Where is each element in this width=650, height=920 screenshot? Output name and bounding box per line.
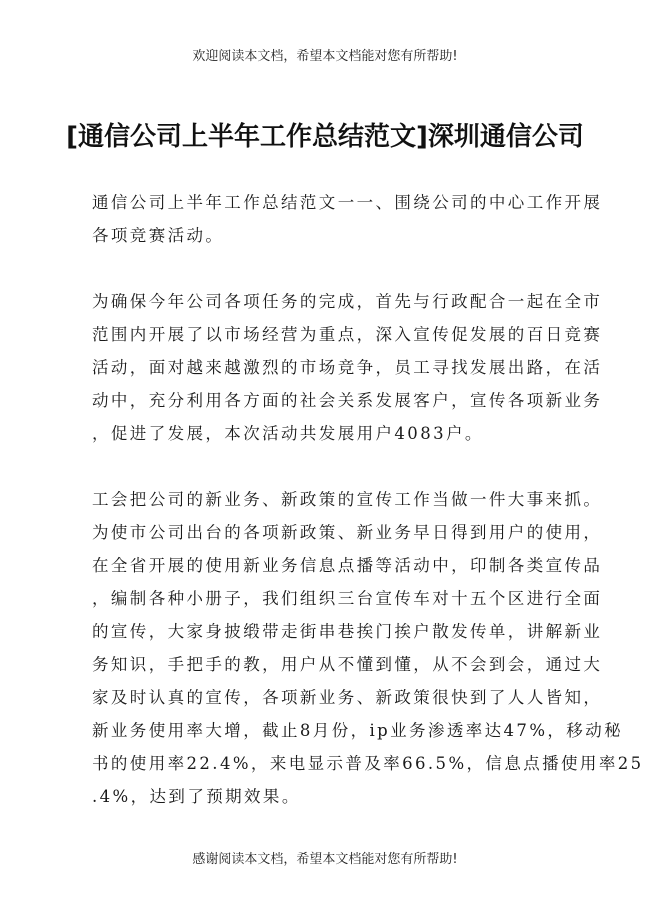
page-header: 欢迎阅读本文档，希望本文档能对您有所帮助! [192, 49, 458, 64]
text-line: 动中，充分利用各方面的社会关系发展客户，宣传各项新业务 [92, 391, 603, 410]
document-body [92, 186, 644, 813]
paragraph-gap [92, 252, 572, 285]
text-line: ，促进了发展，本次活动共发展用户4083户。 [92, 424, 484, 443]
text-line: 活动，面对越来越激烈的市场竞争，员工寻找发展出路，在活 [92, 358, 603, 377]
paragraph-gap [92, 450, 572, 483]
text-line: ，编制各种小册子，我们组织三台宣传车对十五个区进行全面 [92, 589, 603, 608]
text-line: 通信公司上半年工作总结范文一一、围绕公司的中心工作开展 [92, 193, 603, 212]
page-footer: 感谢阅读本文档，希望本文档能对您有所帮助! [192, 852, 458, 867]
paragraph-1 [92, 186, 603, 252]
text-line: 为使市公司出台的各项新政策、新业务早日得到用户的使用， [92, 523, 603, 542]
text-line: .4%，达到了预期效果。 [92, 787, 301, 806]
text-line: 在全省开展的使用新业务信息点播等活动中，印制各类宣传品 [92, 556, 603, 575]
text-line: 工会把公司的新业务、新政策的宣传工作当做一件大事来抓。 [92, 490, 603, 509]
text-line: 务知识，手把手的教，用户从不懂到懂，从不会到会，通过大 [92, 655, 603, 674]
text-line: 书的使用率22.4%，来电显示普及率66.5%，信息点播使用率25 [92, 754, 644, 773]
paragraph-3 [92, 483, 644, 813]
text-line: 为确保今年公司各项任务的完成，首先与行政配合一起在全市 [92, 292, 603, 311]
text-line: 范围内开展了以市场经营为重点，深入宣传促发展的百日竞赛 [92, 325, 603, 344]
text-line: 新业务使用率大增，截止8月份，ip业务渗透率达47%，移动秘 [92, 721, 624, 740]
paragraph-2 [92, 285, 603, 450]
text-line: 各项竞赛活动。 [92, 226, 225, 245]
document-title: [通信公司上半年工作总结范文]深圳通信公司 [66, 122, 584, 152]
text-line: 的宣传，大家身披缎带走街串巷挨门挨户散发传单，讲解新业 [92, 622, 603, 641]
text-line: 家及时认真的宣传，各项新业务、新政策很快到了人人皆知， [92, 688, 603, 707]
